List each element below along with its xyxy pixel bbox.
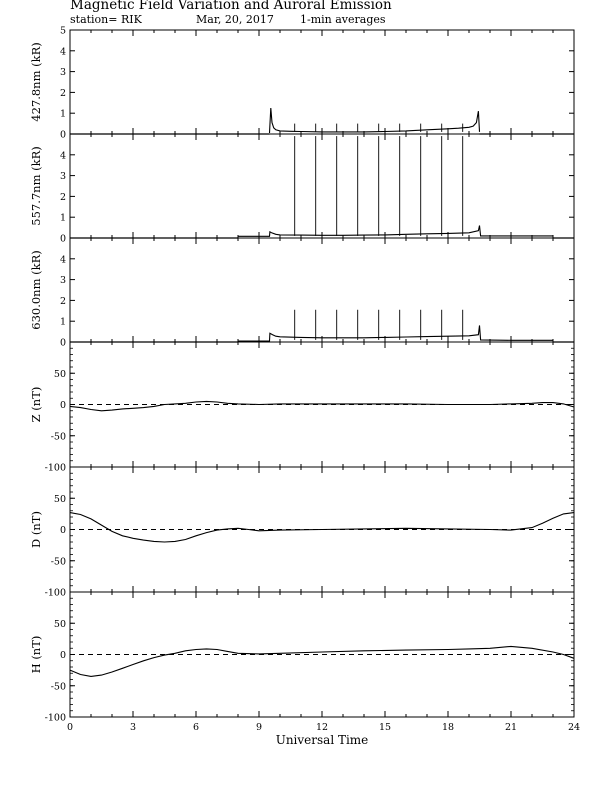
- y-tick-label: 0: [59, 337, 66, 349]
- x-axis-label: Universal Time: [275, 733, 369, 747]
- x-tick-label: 24: [567, 722, 581, 733]
- panel-frame: [70, 238, 574, 342]
- chart-title: Magnetic Field Variation and Auroral Emission: [70, 0, 392, 13]
- y-tick-label: 4: [59, 46, 66, 58]
- y-axis-label: 427.8nm (kR): [29, 42, 43, 122]
- y-axis-label: Z (nT): [29, 386, 43, 423]
- x-tick-label: 9: [255, 722, 263, 733]
- date-label: Mar, 20, 2017: [196, 13, 274, 26]
- y-tick-label: 4: [59, 150, 66, 162]
- y-tick-label: -50: [50, 681, 66, 693]
- x-tick-label: 6: [192, 722, 200, 733]
- averaging-label: 1-min averages: [300, 13, 386, 26]
- y-axis-label: D (nT): [29, 511, 43, 548]
- y-tick-label: -100: [44, 712, 66, 724]
- y-tick-label: 3: [59, 67, 66, 79]
- y-tick-label: 5: [59, 25, 66, 37]
- y-axis-label: 557.7nm (kR): [29, 146, 43, 226]
- series-line: [70, 513, 574, 542]
- x-tick-label: 12: [315, 722, 329, 733]
- y-tick-label: 3: [59, 171, 66, 183]
- y-tick-label: 50: [53, 493, 66, 505]
- y-tick-label: 1: [59, 316, 66, 328]
- y-tick-label: -50: [50, 431, 66, 443]
- y-tick-label: 2: [59, 191, 66, 203]
- panel-frame: [70, 30, 574, 134]
- y-tick-label: 0: [59, 400, 66, 411]
- series-line: [70, 646, 574, 676]
- panel-frame: [70, 134, 574, 238]
- y-tick-label: 1: [59, 212, 66, 224]
- y-tick-label: -100: [44, 462, 66, 474]
- y-tick-label: 1: [59, 108, 66, 120]
- y-tick-label: -50: [50, 556, 66, 568]
- y-tick-label: 2: [59, 87, 66, 99]
- x-tick-label: 18: [441, 722, 455, 733]
- series-line: [238, 325, 553, 341]
- y-tick-label: 0: [59, 129, 66, 141]
- station-label: station= RIK: [70, 13, 142, 26]
- series-line: [238, 226, 553, 237]
- series-line: [70, 401, 574, 410]
- y-tick-label: 0: [59, 233, 66, 245]
- x-tick-label: 21: [504, 722, 518, 733]
- y-axis-label: H (nT): [29, 635, 43, 674]
- x-tick-label: 0: [66, 722, 74, 733]
- y-tick-label: 2: [59, 295, 66, 307]
- y-tick-label: 0: [59, 650, 66, 661]
- y-tick-label: 0: [59, 525, 66, 536]
- series-line: [270, 108, 480, 133]
- y-axis-label: 630.0nm (kR): [29, 250, 43, 330]
- x-tick-label: 3: [129, 722, 137, 733]
- x-tick-label: 15: [378, 722, 392, 733]
- y-tick-label: -100: [44, 587, 66, 599]
- y-tick-label: 4: [59, 254, 66, 266]
- y-tick-label: 50: [53, 618, 66, 630]
- y-tick-label: 3: [59, 275, 66, 287]
- y-tick-label: 50: [53, 368, 66, 380]
